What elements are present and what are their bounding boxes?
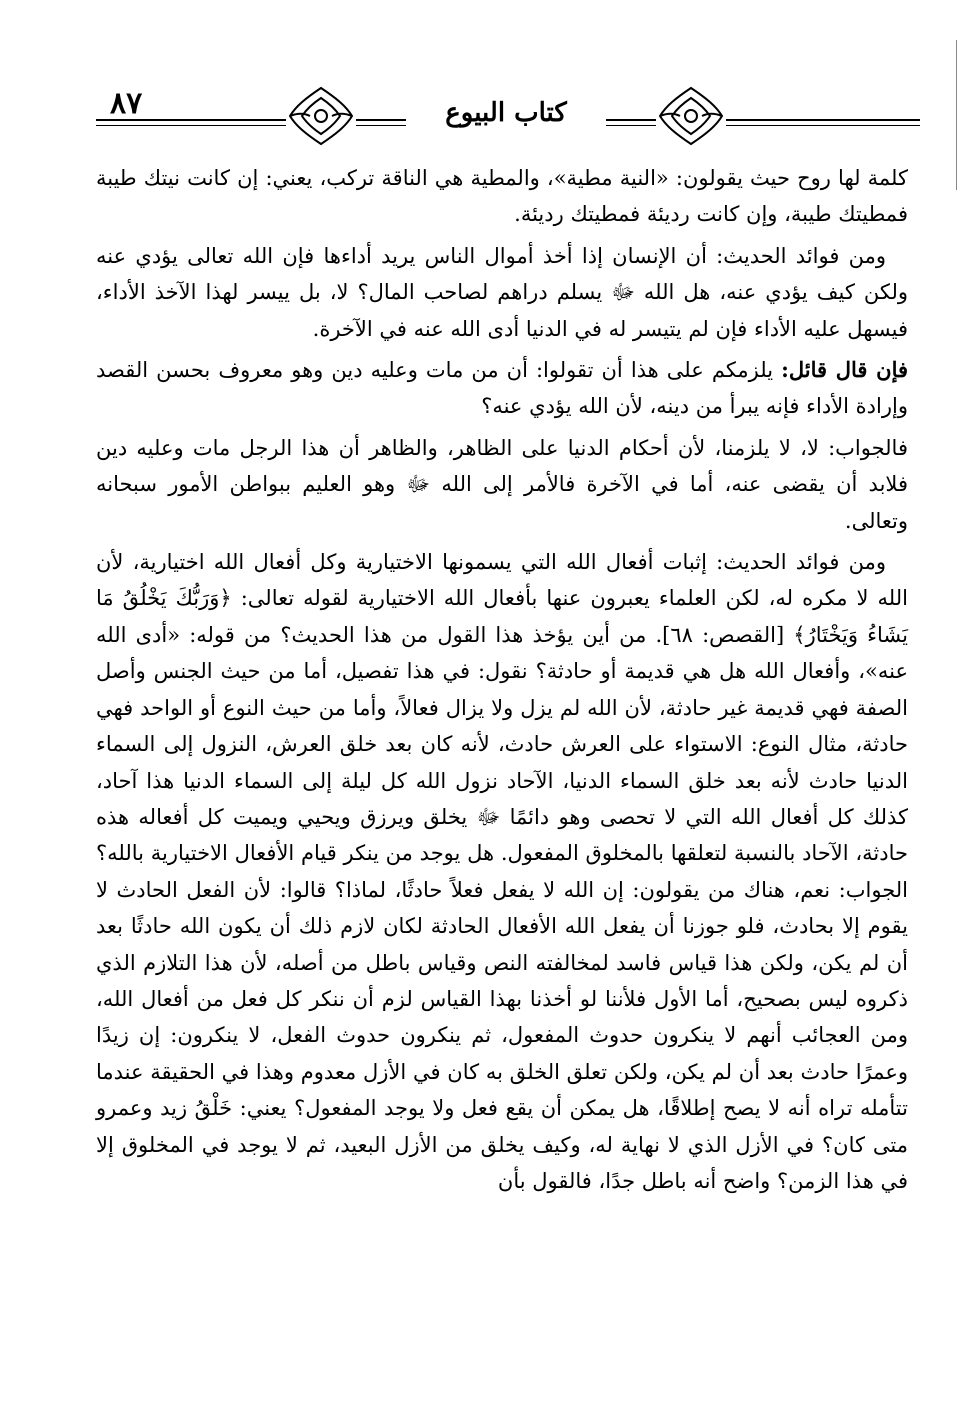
ornament-icon xyxy=(286,84,356,148)
paragraph: فالجواب: لا، لا يلزمنا، لأن أحكام الدنيا على الظاهر، والظاهر أن هذا الرجل مات وعليه دين فلابد أن يقضى عنه، أما في الآخرة فالأمر إلى الله ﷻ وهو العليم ببواطن الأمور سبحانه وتعالى. xyxy=(96,435,908,533)
paragraph: كلمة لها روح حيث يقولون: «النية مطية»، والمطية هي الناقة تركب، يعني: إن كانت نيتك طيبة فمطيتك طيبة، وإن كانت رديئة فمطيتك رديئة. xyxy=(96,166,908,227)
chapter-title: كتاب البيوع xyxy=(406,98,606,128)
ornament-icon xyxy=(656,84,726,148)
page-header xyxy=(96,80,920,150)
page-number: ٨٧ xyxy=(110,86,143,121)
margin-line xyxy=(956,40,957,190)
paragraph: ومن فوائد الحديث: أن الإنسان إذا أخذ أموال الناس يريد أداءها فإن الله تعالى يؤدي عنه ولكن كيف يؤدي عنه، هل الله ﷻ يسلم دراهم لصاحب المال؟ لا، بل ييسر لهذا الآخذ الأداء، فيسهل عليه الأداء فإن لم يتيسر له في الدنيا أدى الله عنه في الآخرة. xyxy=(96,243,908,341)
paragraph-lead: فإن قال قائل: xyxy=(781,357,909,383)
paragraph: ومن فوائد الحديث: إثبات أفعال الله التي يسمونها الاختيارية وكل أفعال الله اختيارية، لأن الله لا مكره له، لكن العلماء يعبرون عنها بأفعال الله الاختيارية لقوله تعالى: ﴿وَرَبُّكَ يَخْلُقُ مَا يَشَاءُ وَيَخْتَارُ﴾ [القصص: ٦٨]. من أين يؤخذ هذا القول من هذا الحديث؟ من قوله: «أدى الله عنه»، وأفعال الله هل هي قديمة أو حادثة؟ نقول: في هذا تفصيل، أما من حيث الجنس وأصل الصفة فهي قديمة غير حادثة، لأن الله لم يزل ولا يزال فعالاً، وأما من حيث النوع أو الواحد فهي حادثة، مثال النوع: الاستواء على العرش حادث، لأنه كان بعد خلق العرش، النزول إلى السماء الدنيا حادث لأنه بعد خلق السماء الدنيا، الآحاد نزول الله كل ليلة إلى السماء الدنيا هذا آحاد، كذلك كل أفعال الله التي لا تحصى وهو دائمًا ﷻ يخلق ويرزق ويحيي ويميت كل أفعاله هذه حادثة، الآحاد بالنسبة لتعلقها بالمخلوق المفعول. هل يوجد من ينكر قيام الأفعال الاختيارية بالله؟ الجواب: نعم، هناك من يقولون: إن الله لا يفعل فعلاً حادثًا، لماذا؟ قالوا: لأن الفعل الحادث لا يقوم إلا بحادث، فلو جوزنا أن يفعل الله الأفعال الحادثة لكان لازم ذلك أن يكون الله حادثًا بعد أن لم يكن، ولكن هذا قياس فاسد لمخالفته النص وقياس باطل من أصله، لأن هذا التلازم الذي ذكروه ليس بصحيح، أما الأول فلأننا لو أخذنا بهذا القياس لزم أن ننكر كل فعل من أفعال الله، ومن العجائب أنهم لا ينكرون حدوث المفعول، ثم ينكرون حدوث الفعل، لا ينكرون: إن زيدًا وعمرًا حادث بعد أن لم يكن، ولكن تعلق الخلق به كان في الأزل معدوم وهذا في الحقيقة عندما تتأمله تراه أنه لا يصح إطلاقًا، هل يمكن أن يقع فعل ولا يوجد المفعول؟ يعني: خَلْقُ زيد وعمرو متى كان؟ في الأزل الذي لا نهاية له، وكيف يخلق من الأزل البعيد، ثم لا يوجد في المخلوق إلا في هذا الزمن؟ واضح أنه باطل جدًا، فالقول بأن xyxy=(96,550,908,1193)
paragraph-text: يلزمكم على هذا أن تقولوا: أن من مات وعليه دين وهو معروف بحسن القصد وإرادة الأداء فإنه يبرأ من دينه، لأن الله يؤدي عنه؟ xyxy=(96,358,908,419)
paragraph xyxy=(96,352,908,425)
page-body xyxy=(96,160,908,1204)
